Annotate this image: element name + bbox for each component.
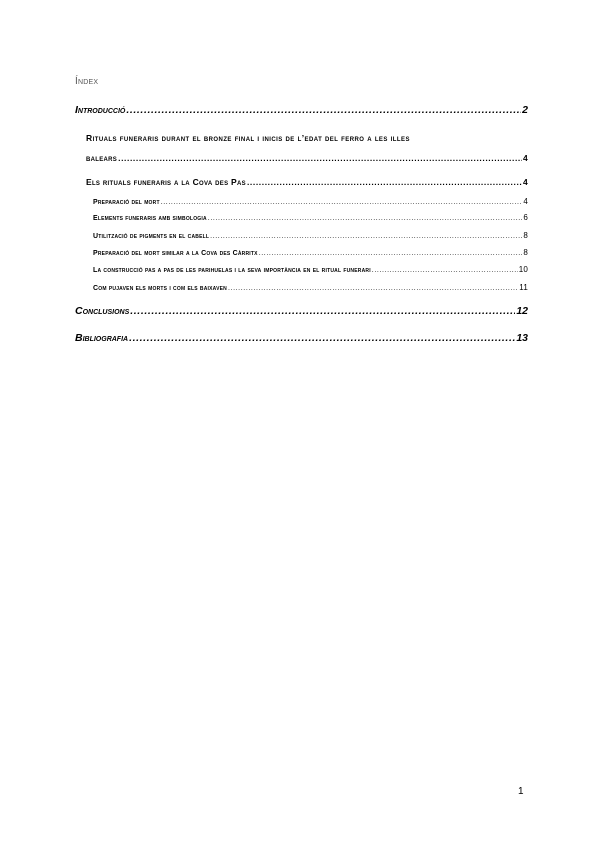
toc-leader-dots (118, 153, 522, 163)
toc-entry-elements[interactable] (93, 213, 528, 222)
toc-page: 8 (523, 231, 528, 240)
toc-entry-rituals-line1[interactable]: Rituals funeraris durant el bronze final i inicis de l’edat del ferro a les illes (86, 133, 410, 143)
toc-page: 4 (522, 177, 528, 187)
toc-entry-pujaven[interactable] (93, 283, 528, 292)
toc-page: 10 (518, 265, 528, 274)
toc-page: 11 (519, 283, 528, 292)
toc-page: 4 (523, 197, 528, 206)
toc-page: 12 (516, 305, 528, 317)
toc-entry-parihuelas[interactable] (93, 265, 528, 274)
toc-entry-rituals-line2[interactable] (86, 153, 528, 163)
toc-leader-dots (161, 199, 523, 206)
toc-page: 6 (523, 213, 528, 222)
toc-title: Preparació del mort similar a la Cova des Càrritx (93, 250, 258, 257)
toc-entry-conclusions[interactable] (75, 305, 528, 317)
toc-leader-dots (259, 250, 523, 257)
index-heading: Índex (75, 76, 99, 87)
toc-leader-dots (210, 233, 522, 240)
toc-page: 13 (516, 332, 528, 344)
toc-entry-carritx[interactable] (93, 248, 528, 257)
toc-leader-dots (228, 285, 518, 292)
toc-leader-dots (126, 104, 521, 116)
toc-title: balears (86, 153, 118, 163)
toc-title: Bibliografia (75, 332, 129, 344)
toc-title: Com pujaven els morts i com els baixaven (93, 285, 227, 292)
toc-leader-dots (129, 332, 515, 344)
toc-entry-pigments[interactable] (93, 231, 528, 240)
toc-page: 2 (522, 104, 528, 116)
toc-leader-dots (247, 177, 522, 187)
toc-title: La construcció pas a pas de les parihuelas i la seva importància en el ritual funerari (93, 267, 371, 274)
toc-page: 4 (522, 153, 528, 163)
toc-title: Els rituals funeraris a la Cova des Pas (86, 177, 246, 187)
toc-title: Conclusions (75, 305, 130, 317)
toc-title: Utilització de pigments en el cabell (93, 233, 210, 240)
toc-leader-dots (208, 215, 523, 222)
toc-entry-preparacio[interactable] (93, 197, 528, 206)
toc-title: Elements funeraris amb simbologia (93, 215, 207, 222)
toc-entry-cova-des-pas[interactable] (86, 177, 528, 187)
toc-leader-dots (130, 305, 515, 317)
toc-entry-introduccio[interactable] (75, 104, 528, 116)
toc-title: Preparació del mort (93, 199, 160, 206)
page-number: 1 (518, 786, 524, 797)
toc-title: Introducció (75, 104, 126, 116)
toc-page: 8 (523, 248, 528, 257)
toc-leader-dots (372, 267, 518, 274)
toc-entry-bibliografia[interactable] (75, 332, 528, 344)
